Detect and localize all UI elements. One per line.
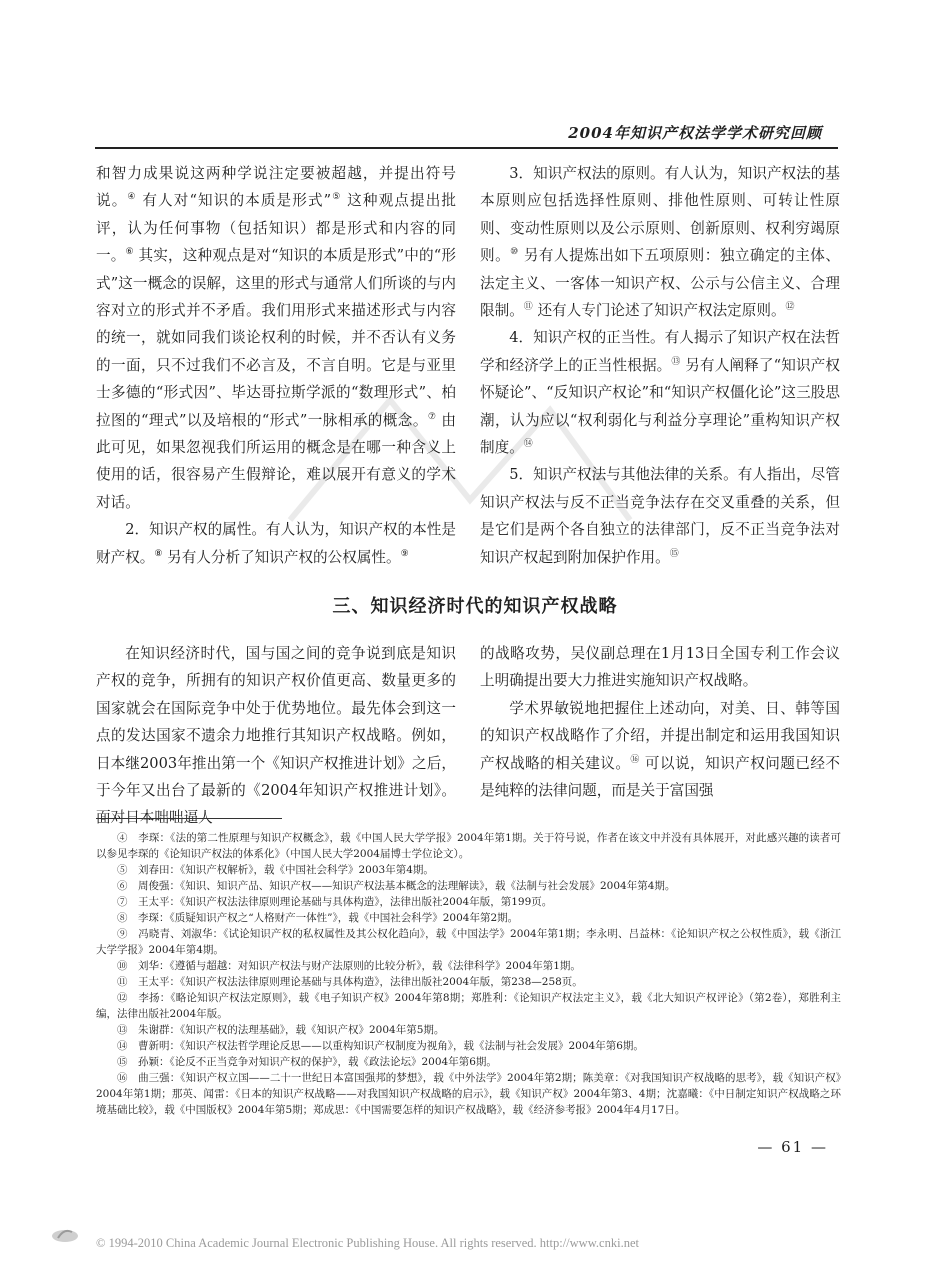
footnote-ref: ⑨: [400, 548, 409, 559]
footnote: ⑩ 刘华：《遵循与超越：对知识产权法与财产法原则的比较分析》，载《法律科学》2004年第1期。: [117, 960, 581, 972]
paragraph-2: [96, 516, 456, 571]
header-rule: [95, 147, 838, 149]
footnote-ref: ⑮: [669, 548, 679, 559]
text-span: 可以说，知识产权问题已经不是纯粹的法律问题，而是关于富国强: [480, 754, 840, 800]
page-number: — 61 —: [757, 1138, 828, 1156]
text-span: 和智力成果说这两种学说注定要被超越，并提出符号说。: [96, 165, 456, 210]
text-span: 另有人分析了知识产权的公权属性。: [162, 548, 401, 566]
footnote-ref: ⑤: [331, 192, 342, 203]
footnote-ref: ⑧: [154, 548, 163, 559]
paragraph-5: [480, 461, 840, 571]
copyright-watermark: © 1994-2010 China Academic Journal Electronic Publishing House. All rights reserved. http://www.cnki.net: [96, 1236, 639, 1250]
footnote-ref: ⑩: [510, 247, 519, 258]
footnote-ref: ⑯: [630, 754, 640, 765]
footnote: ⑧ 李琛：《质疑知识产权之“人格财产一体性”》，载《中国社会科学》2004年第2期。: [117, 912, 519, 924]
footnote-ref: ⑦: [427, 411, 437, 422]
paragraph-3: [480, 160, 840, 324]
left-column-top: [96, 160, 456, 571]
footnote-rule: [96, 818, 282, 819]
footnote: ⑦ 王太平：《知识产权法法律原则理论基础与具体构造》，法律出版社2004年版，第199页。: [117, 896, 553, 908]
footnote: ⑮ 孙颖：《论反不正当竞争对知识产权的保护》，载《政法论坛》2004年第6期。: [117, 1056, 497, 1068]
left-column-bottom: [96, 640, 456, 832]
paragraph-6-continued: 的战略攻势，吴仪副总理在1月13日全国专利工作会议上明确提出要大力推进实施知识产权战略。: [480, 645, 840, 690]
text-span: 学术界敏锐地把握住上述动向，对美、日、韩等国的知识产权战略作了介绍，并提出制定和运用我国知识产权战略的相关建议。: [480, 699, 840, 772]
footnote: ⑤ 刘春田：《知识产权解析》，载《中国社会科学》2003年第4期。: [117, 864, 434, 876]
footnote-ref: ⑭: [523, 439, 533, 450]
running-header-title: 2004年知识产权法学学术研究回顾: [568, 124, 822, 142]
footnote: ⑥ 周俊强：《知识、知识产品、知识产权——知识产权法基本概念的法理解读》，载《法制与社会发展》2004年第4期。: [117, 880, 676, 892]
footnote-ref: ⑪: [523, 302, 533, 313]
paragraph-4: [480, 324, 840, 461]
footnote: ⑭ 曹新明：《知识产权法哲学理论反思——以重构知识产权制度为视角》，载《法制与社会发展》2004年第6期。: [117, 1040, 644, 1052]
text-span: 由此可见，如果忽视我们所运用的概念是在哪一种含义上使用的话，很容易产生假辩论，难以展开有意义的学术对话。: [96, 411, 456, 511]
footnote: ⑬ 朱谢群：《知识产权的法理基础》，载《知识产权》2004年第5期。: [117, 1024, 445, 1036]
text-span: 其实，这种观点是对“知识的本质是形式”中的“形式”这一概念的误解，这里的形式与通常人们所谈的与内容对立的形式并不矛盾。我们用形式来描述形式与内容的统一，就如同我们谈论权利的时候，并不否认有义务的一面，只不过我们不必言及，不言自明。它是与亚里士多德的“形式因”、毕达哥拉斯学派的“数理形式”、柏拉图的“理式”以及培根的“形式”一脉相承的概念。: [96, 247, 456, 429]
footnote: ⑪ 王太平：《知识产权法法律原则理论基础与具体构造》，法律出版社2004年版，第238—258页。: [117, 976, 583, 988]
text-span: 3．知识产权法的原则。有人认为，知识产权法的基本原则应包括选择性原则、排他性原则、可转让性原则、变动性原则以及公示原则、创新原则、权利穷竭原则。: [480, 165, 840, 265]
text-span: 另有人阐释了“知识产权怀疑论”、“反知识产权论”和“知识产权僵化论”这三股思潮，认为应以“权利弱化与利益分享理论”重构知识产权制度。: [480, 356, 840, 457]
right-column-top: [480, 160, 840, 571]
paragraph-1: [96, 160, 456, 516]
footnote-ref: ⑥: [125, 247, 134, 258]
text-span: 有人对“知识的本质是形式”: [136, 192, 332, 210]
publisher-logo-icon: [50, 1226, 80, 1244]
paragraph-6: 在知识经济时代，国与国之间的竞争说到底是知识产权的竞争，所拥有的知识产权价值更高、数量更多的国家就会在国际竞争中处于优势地位。最先体会到这一点的发达国家不遗余力地推行其知识产权战略。例如，日本继2003年推出第一个《知识产权推进计划》之后，于今年又出台了最新的《2004年知识产权推进计划》。面对日本咄咄逼人: [96, 645, 456, 827]
footnote: ⑯ 曲三强：《知识产权立国——二十一世纪日本富国强邦的梦想》，载《中外法学》2004年第2期；陈美章：《对我国知识产权战略的思考》，载《知识产权》2004年第1期；那英、闻雷：《日本的知识产权战略——对我国知识产权战略的启示》，载《知识产权》2004年第3、4期；沈嘉曦：《中日制定知识产权战略之环境基础比较》，载《中国版权》2004年第5期；郑成思：《中国需要怎样的知识产权战略》，载《经济参考报》2004年4月17日。: [96, 1072, 841, 1116]
text-span: 还有人专门论述了知识产权法定原则。: [532, 302, 786, 320]
footnote-ref: ④: [127, 192, 137, 203]
text-span: 另有人提炼出如下五项原则：独立确定的主体、法定主义、一客体一知识产权、公示与公信主义、合理限制。: [480, 247, 840, 320]
text-span: 2．知识产权的属性。有人认为，知识产权的本性是财产权。: [96, 521, 456, 566]
footnote: ④ 李琛：《法的第二性原理与知识产权概念》，载《中国人民大学学报》2004年第1期。关于符号说，作者在该文中并没有具体展开，对此感兴趣的读者可以参见李琛的《论知识产权法的体系化》（中国人民大学2004届博士学位论文）。: [96, 832, 841, 860]
footnote-ref: ⑫: [785, 302, 795, 313]
right-column-bottom: [480, 640, 840, 804]
footnote: ⑨ 冯晓青、刘淑华：《试论知识产权的私权属性及其公权化趋向》，载《中国法学》2004年第1期；李永明、吕益林：《论知识产权之公权性质》，载《浙江大学学报》2004年第4期。: [96, 928, 841, 956]
paragraph-7: [480, 695, 840, 805]
footnotes: [96, 830, 841, 1118]
text-span: 4．知识产权的正当性。有人揭示了知识产权在法哲学和经济学上的正当性根据。: [480, 329, 840, 374]
footnote-ref: ⑬: [671, 356, 681, 367]
text-span: 这种观点提出批评，认为任何事物（包括知识）都是形式和内容的同一。: [96, 192, 457, 265]
section-heading: 三、知识经济时代的知识产权战略: [332, 596, 618, 617]
text-span: 5．知识产权法与其他法律的关系。有人指出，尽管知识产权法与反不正当竞争法存在交叉重叠的关系，但是它们是两个各自独立的法律部门，反不正当竞争法对知识产权起到附加保护作用。: [480, 466, 840, 566]
footnote: ⑫ 李扬：《略论知识产权法定原则》，载《电子知识产权》2004年第8期；郑胜利：《论知识产权法定主义》，载《北大知识产权评论》（第2卷），郑胜利主编，法律出版社2004年版。: [96, 992, 841, 1020]
